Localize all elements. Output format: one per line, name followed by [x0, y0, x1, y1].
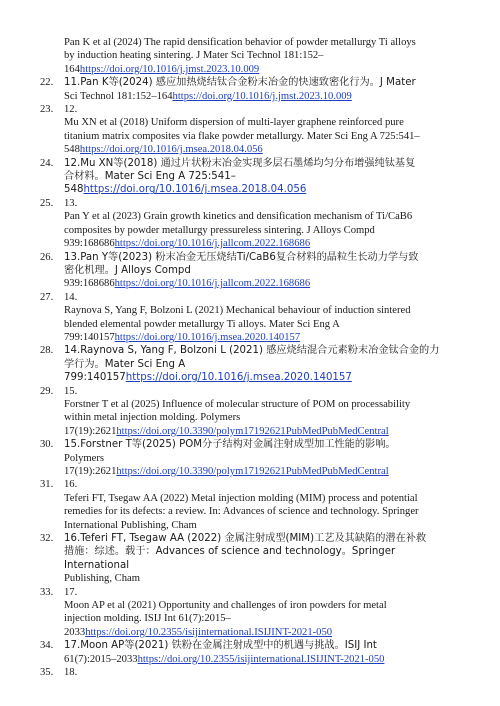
reference-line [64, 210, 460, 223]
reference-line [64, 666, 460, 679]
reference-item [40, 586, 460, 640]
reference-number: 30. [40, 439, 54, 451]
reference-item [40, 532, 460, 586]
reference-text: 16.Teferi FT, Tsegaw AA (2022) 金属注射成型(MIM)工艺及其缺陷的潜在补救 [64, 533, 427, 545]
reference-text: 措施：综述。载于：Advances of science and technology。Springer International [64, 546, 396, 571]
reference-text: 17(19):2621 [64, 425, 117, 437]
reference-item [40, 291, 460, 345]
reference-item [40, 666, 460, 679]
doi-link[interactable]: https://doi.org/10.3390/polym17192621PubMedPubMedCentral [116, 466, 389, 477]
reference-item [40, 157, 460, 197]
reference-text: remedies for its defects: a review. In: Advances of science and technology. Springer [64, 506, 419, 518]
reference-line [64, 63, 460, 76]
reference-line [64, 277, 460, 290]
reference-text: 164 [64, 63, 80, 75]
reference-text: Moon AP et al (2021) Opportunity and challenges of iron powders for metal [64, 600, 387, 612]
reference-line [64, 653, 460, 666]
doi-link[interactable]: https://doi.org/10.1016/j.msea.2020.140157 [114, 331, 301, 343]
reference-line [64, 237, 460, 250]
reference-line [64, 438, 460, 451]
reference-line [64, 492, 460, 505]
reference-line [64, 318, 460, 331]
reference-line [64, 398, 460, 411]
reference-line [64, 465, 460, 478]
reference-text: 2033 [64, 626, 86, 638]
doi-link[interactable]: https://doi.org/10.1016/j.msea.2020.140157 [125, 372, 352, 384]
reference-text: Mu XN et al (2018) Uniform dispersion of multi-layer graphene reinforced pure [64, 117, 404, 129]
reference-text: by induction heating sintering. J Mater Sci Technol 181:152– [64, 50, 324, 62]
reference-list [40, 36, 460, 680]
reference-line [64, 49, 460, 62]
reference-item [40, 103, 460, 157]
reference-text: 12.Mu XN等(2018) 通过片状粉末冶金实现多层石墨烯均匀分布增强纯钛基复 [64, 157, 416, 169]
reference-item [40, 76, 460, 103]
reference-text: 密化机理。J Alloys Compd [64, 264, 191, 276]
reference-text: 939:168686 [64, 278, 115, 290]
reference-number: 26. [40, 251, 54, 263]
reference-text: 13.Pan Y等(2023) 粉末冶金无压烧结Ti/CaB6复合材料的晶粒生长动力学与致 [64, 251, 419, 263]
reference-line [64, 639, 460, 652]
reference-line [64, 90, 460, 103]
reference-line [64, 344, 460, 357]
reference-item [40, 251, 460, 291]
reference-text: International Publishing, Cham [64, 519, 197, 531]
reference-line [64, 304, 460, 317]
reference-line [64, 197, 460, 210]
reference-text: 11.Pan K等(2024) 感应加热烧结钛合金粉末冶金的快速致密化行为。J Mater [64, 77, 416, 89]
reference-item [40, 197, 460, 251]
reference-item [40, 478, 460, 532]
reference-line [64, 103, 460, 116]
reference-line [64, 76, 460, 89]
reference-text: 学行为。Mater Sci Eng A 799:140157 [64, 358, 186, 384]
reference-number: 24. [40, 157, 54, 169]
reference-text: Pan Y et al (2023) Grain growth kinetics and densification mechanism of Ti/CaB6 [64, 211, 413, 223]
reference-line [64, 599, 460, 612]
doi-link[interactable]: https://doi.org/10.1016/j.jmst.2023.10.009 [172, 90, 352, 102]
doi-link[interactable]: https://doi.org/10.3390/polym17192621PubMedPubMedCentral [116, 425, 389, 437]
reference-text: Sci Technol 181:152–164 [64, 90, 173, 102]
reference-item [40, 639, 460, 666]
reference-text: 16. [64, 479, 78, 491]
reference-text: 14.Raynova S, Yang F, Bolzoni L (2021) 感应烧结混合元素粉末冶金钛合金的力 [64, 345, 440, 357]
reference-text: 13. [64, 197, 78, 209]
reference-text: 17.Moon AP等(2021) 铁粉在金属注射成型中的机遇与挑战。ISIJ Int [64, 640, 377, 652]
reference-number: 23. [40, 104, 54, 116]
reference-number: 33. [40, 586, 54, 598]
reference-item [40, 438, 460, 478]
reference-item [40, 385, 460, 439]
doi-link[interactable]: https://doi.org/10.2355/isijinternational.ISIJINT-2021-050 [137, 653, 385, 665]
reference-number: 22. [40, 77, 54, 89]
reference-line [64, 385, 460, 398]
reference-line [64, 411, 460, 424]
reference-text: within metal injection molding. Polymers [64, 412, 241, 424]
reference-line [64, 586, 460, 599]
reference-text: Raynova S, Yang F, Bolzoni L (2021) Mechanical behaviour of induction sintered [64, 305, 411, 317]
reference-line [64, 452, 460, 465]
doi-link[interactable]: https://doi.org/10.1016/j.msea.2018.04.056 [79, 144, 263, 156]
reference-text: 合材料。Mater Sci Eng A 725:541–548 [64, 171, 236, 196]
reference-text: 548 [64, 144, 80, 156]
reference-text: 61(7):2015–2033 [64, 653, 138, 665]
reference-text: 939:168686 [64, 238, 115, 250]
reference-line [64, 572, 460, 585]
reference-text: injection molding. ISIJ Int 61(7):2015– [64, 613, 231, 625]
reference-number: 34. [40, 640, 54, 652]
doi-link[interactable]: https://doi.org/10.2355/isijinternational.ISIJINT-2021-050 [85, 626, 333, 638]
reference-line [64, 478, 460, 491]
reference-line [64, 532, 460, 545]
reference-number: 31. [40, 479, 54, 491]
reference-text: 17(19):2621 [64, 466, 117, 477]
reference-text: 15. [64, 385, 78, 397]
reference-text: 17. [64, 586, 78, 598]
reference-line [64, 116, 460, 129]
reference-line [64, 224, 460, 237]
doi-link[interactable]: https://doi.org/10.1016/j.jallcom.2022.168686 [114, 238, 311, 250]
reference-line [64, 331, 460, 344]
reference-text: Forstner T et al (2025) Influence of molecular structure of POM on processability [64, 398, 411, 410]
reference-number: 27. [40, 291, 54, 303]
reference-line [64, 170, 460, 197]
reference-text: blended elemental powder metallurgy Ti alloys. Mater Sci Eng A [64, 318, 340, 330]
reference-text: composites by powder metallurgy pressureless sintering. J Alloys Compd [64, 224, 375, 236]
reference-line [64, 143, 460, 156]
reference-text: 799:140157 [64, 331, 115, 343]
reference-line [64, 545, 460, 572]
reference-line [64, 505, 460, 518]
reference-text: Pan K et al (2024) The rapid densification behavior of powder metallurgy Ti alloys [64, 37, 416, 48]
reference-line [64, 36, 460, 49]
reference-line [64, 626, 460, 639]
reference-text: 14. [64, 291, 78, 303]
reference-number: 35. [40, 667, 54, 679]
reference-text: 15.Forstner T等(2025) POM分子结构对金属注射成型加工性能的影响。 [64, 439, 396, 451]
reference-text: Polymers [64, 452, 105, 464]
reference-number: 28. [40, 345, 54, 357]
reference-item [40, 344, 460, 384]
doi-link[interactable]: https://doi.org/10.1016/j.msea.2018.04.056 [83, 184, 307, 196]
reference-item [40, 36, 460, 76]
reference-line [64, 612, 460, 625]
reference-line [64, 291, 460, 304]
reference-line [64, 157, 460, 170]
reference-number: 25. [40, 197, 54, 209]
doi-link[interactable]: https://doi.org/10.1016/j.jallcom.2022.168686 [114, 278, 311, 290]
reference-text: Publishing, Cham [64, 573, 140, 585]
doi-link[interactable]: https://doi.org/10.1016/j.jmst.2023.10.009 [79, 63, 260, 75]
reference-text: Teferi FT, Tsegaw AA (2022) Metal injection molding (MIM) process and potential [64, 492, 418, 504]
reference-number: 29. [40, 385, 54, 397]
reference-number: 32. [40, 533, 54, 545]
reference-line [64, 519, 460, 532]
reference-line [64, 264, 460, 277]
reference-line [64, 130, 460, 143]
reference-line [64, 358, 460, 385]
reference-text: titanium matrix composites via flake powder metallurgy. Mater Sci Eng A 725:541– [64, 130, 420, 142]
reference-text: 18. [64, 667, 78, 679]
reference-line [64, 251, 460, 264]
reference-text: 12. [64, 104, 78, 116]
reference-line [64, 425, 460, 438]
